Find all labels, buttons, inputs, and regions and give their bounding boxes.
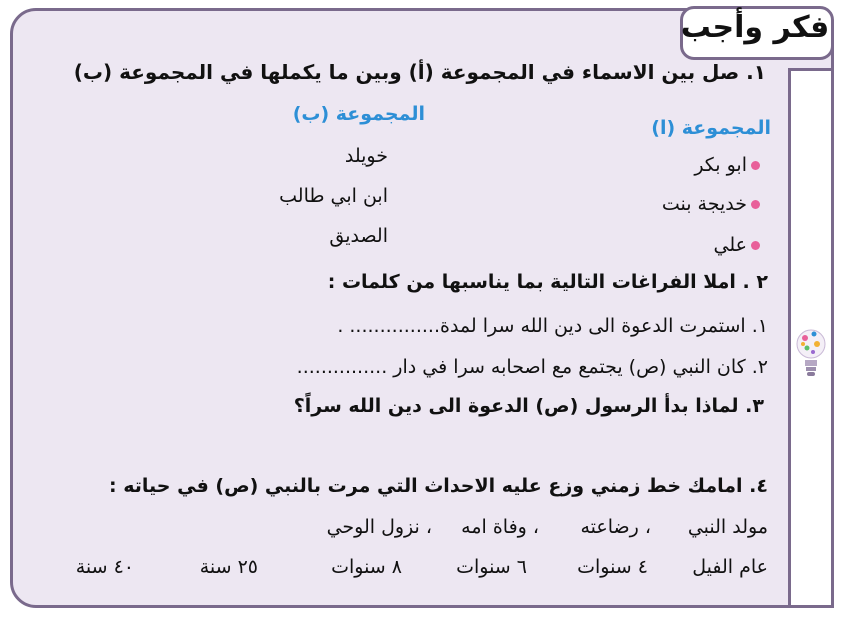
- group-a-item: خديجة بنت: [662, 192, 760, 216]
- group-b-item: الصديق: [329, 225, 388, 247]
- timeline-age: عام الفيل: [692, 556, 768, 578]
- question-1: ١. صل بين الاسماء في المجموعة (أ) وبين ما يكملها في المجموعة (ب): [73, 60, 766, 84]
- bullet-icon: [751, 161, 760, 170]
- group-a-title: المجموعة (ا): [651, 117, 771, 139]
- timeline-age: ٤٠ سنة: [75, 556, 134, 578]
- question-2: ٢ . املا الفراغات التالية بما يناسبها من كلمات :: [327, 271, 768, 293]
- group-b-item: ابن ابي طالب: [279, 185, 388, 207]
- bullet-icon: [751, 241, 760, 250]
- question-4: ٤. امامك خط زمني وزع عليه الاحداث التي مرت بالنبي (ص) في حياته :: [109, 475, 768, 497]
- section-title: فكر وأجب: [680, 10, 830, 45]
- lightbulb-icon: [795, 322, 827, 388]
- fill-blank-item: ١. استمرت الدعوة الى دين الله سرا لمدة............... .: [337, 315, 768, 337]
- timeline-age: ٦ سنوات: [456, 556, 527, 578]
- group-b-title: المجموعة (ب): [292, 103, 425, 125]
- group-a-item: ابو بكر: [694, 153, 760, 177]
- timeline-event: مولد النبي: [687, 516, 768, 538]
- bullet-icon: [751, 200, 760, 209]
- group-b-item: خويلد: [344, 145, 388, 167]
- group-a-item: علي: [714, 233, 760, 257]
- fill-blank-item: ٢. كان النبي (ص) يجتمع مع اصحابه سرا في دار ...............: [296, 356, 768, 378]
- timeline-event: ، رضاعته: [580, 516, 651, 538]
- timeline-age: ٨ سنوات: [331, 556, 402, 578]
- question-3: ٣. لماذا بدأ الرسول (ص) الدعوة الى دين الله سراً؟: [293, 395, 764, 417]
- timeline-event: ، وفاة امه: [461, 516, 539, 538]
- timeline-age: ٢٥ سنة: [199, 556, 258, 578]
- timeline-event: ، نزول الوحي: [326, 516, 432, 538]
- timeline-age: ٤ سنوات: [577, 556, 648, 578]
